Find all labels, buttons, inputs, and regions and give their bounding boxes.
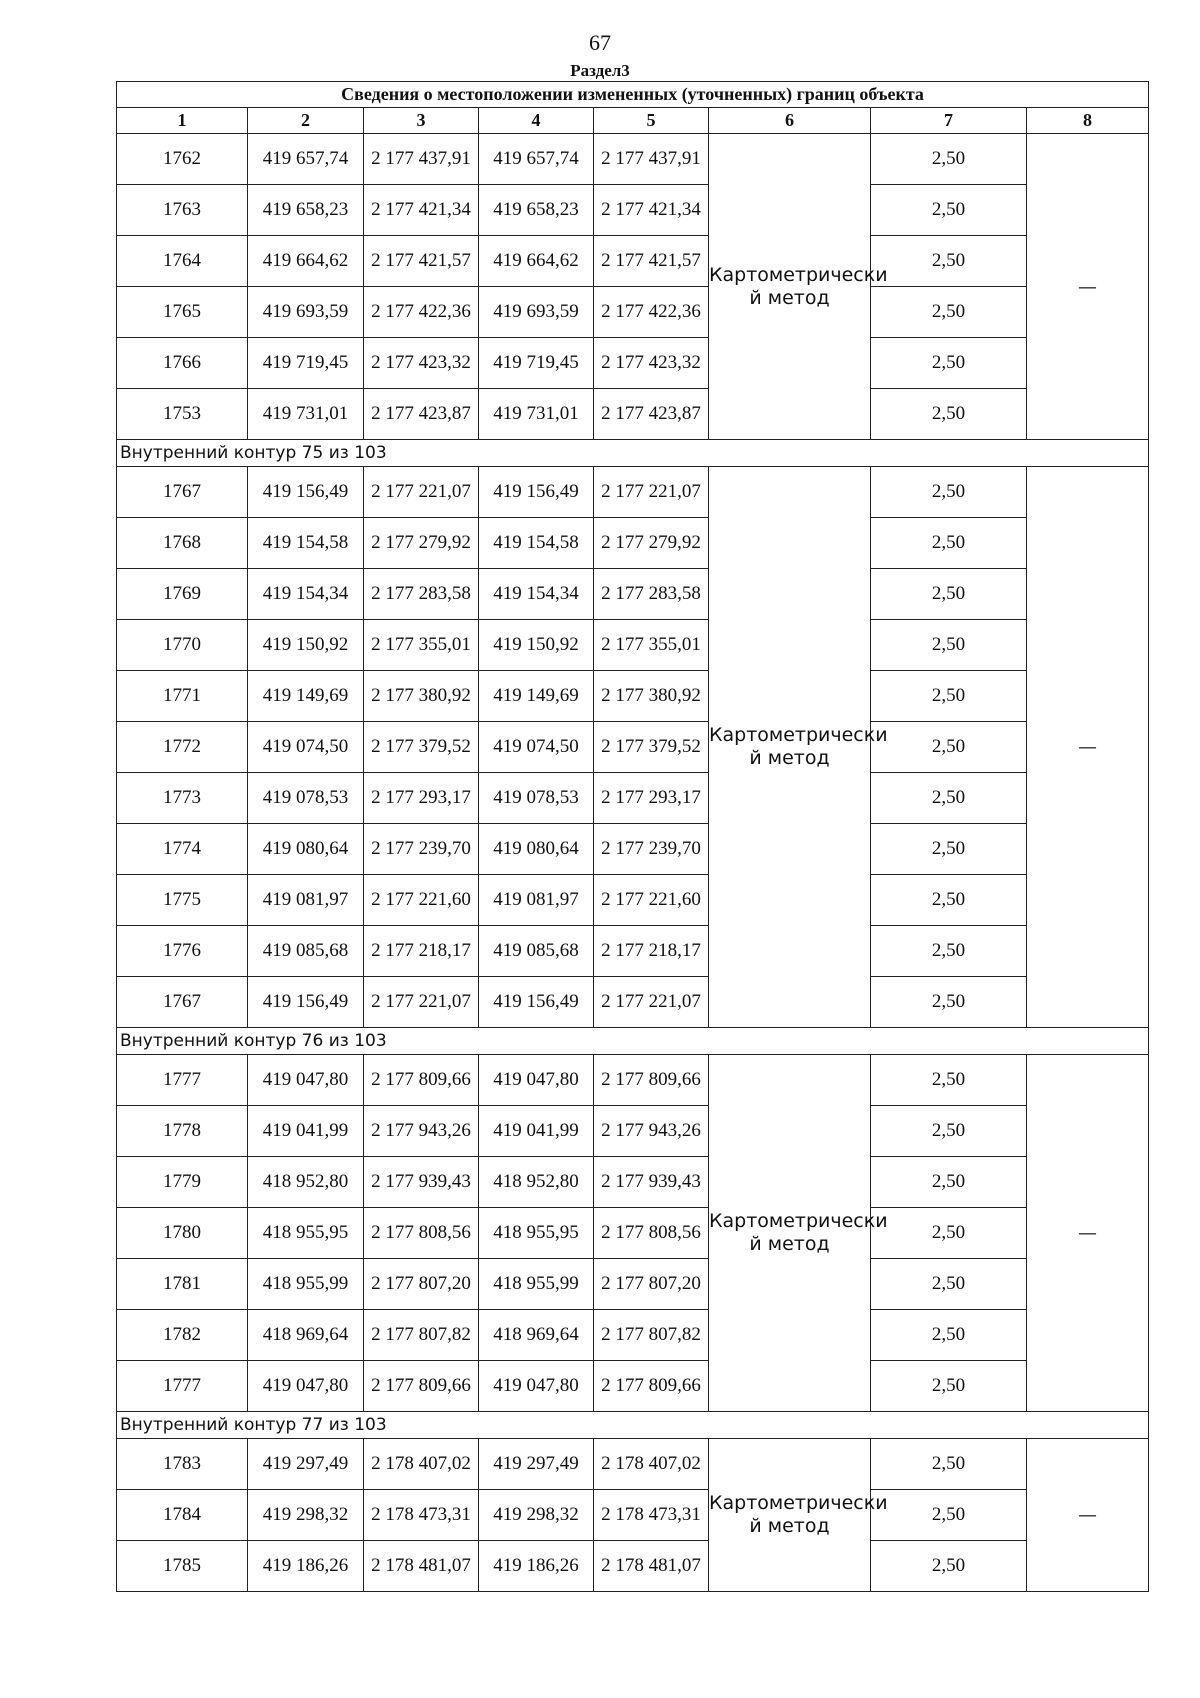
y-old-cell: 2 177 437,91 bbox=[364, 134, 479, 185]
table-row bbox=[117, 389, 1149, 440]
table-row bbox=[117, 236, 1149, 287]
x-new-cell: 419 149,69 bbox=[479, 671, 594, 722]
y-old-cell: 2 177 421,57 bbox=[364, 236, 479, 287]
y-old-cell: 2 177 283,58 bbox=[364, 569, 479, 620]
accuracy-cell: 2,50 bbox=[871, 1208, 1027, 1259]
y-new-cell: 2 177 437,91 bbox=[594, 134, 709, 185]
point-number-cell: 1777 bbox=[117, 1361, 248, 1412]
table-row bbox=[117, 773, 1149, 824]
accuracy-cell: 2,50 bbox=[871, 134, 1027, 185]
table-row bbox=[117, 1055, 1149, 1106]
x-old-cell: 418 969,64 bbox=[248, 1310, 364, 1361]
table-row bbox=[117, 287, 1149, 338]
column-header: 8 bbox=[1027, 108, 1149, 134]
table-row bbox=[117, 875, 1149, 926]
point-number-cell: 1768 bbox=[117, 518, 248, 569]
y-old-cell: 2 177 423,32 bbox=[364, 338, 479, 389]
x-old-cell: 419 156,49 bbox=[248, 467, 364, 518]
x-new-cell: 419 047,80 bbox=[479, 1361, 594, 1412]
y-new-cell: 2 177 422,36 bbox=[594, 287, 709, 338]
accuracy-cell: 2,50 bbox=[871, 1439, 1027, 1490]
point-number-cell: 1753 bbox=[117, 389, 248, 440]
x-new-cell: 419 154,58 bbox=[479, 518, 594, 569]
y-old-cell: 2 177 423,87 bbox=[364, 389, 479, 440]
x-new-cell: 419 658,23 bbox=[479, 185, 594, 236]
table-row bbox=[117, 1439, 1149, 1490]
accuracy-cell: 2,50 bbox=[871, 824, 1027, 875]
x-new-cell: 418 955,95 bbox=[479, 1208, 594, 1259]
x-new-cell: 419 297,49 bbox=[479, 1439, 594, 1490]
y-new-cell: 2 177 221,60 bbox=[594, 875, 709, 926]
y-new-cell: 2 177 218,17 bbox=[594, 926, 709, 977]
y-new-cell: 2 177 423,87 bbox=[594, 389, 709, 440]
accuracy-cell: 2,50 bbox=[871, 1490, 1027, 1541]
point-number-cell: 1776 bbox=[117, 926, 248, 977]
x-old-cell: 419 297,49 bbox=[248, 1439, 364, 1490]
point-number-cell: 1771 bbox=[117, 671, 248, 722]
x-new-cell: 418 969,64 bbox=[479, 1310, 594, 1361]
accuracy-cell: 2,50 bbox=[871, 1310, 1027, 1361]
contour-label-row bbox=[117, 1028, 1149, 1055]
y-new-cell: 2 177 807,82 bbox=[594, 1310, 709, 1361]
method-cell: Картометрически й метод bbox=[709, 134, 871, 440]
description-cell: — bbox=[1027, 1439, 1149, 1592]
accuracy-cell: 2,50 bbox=[871, 236, 1027, 287]
description-cell: — bbox=[1027, 1055, 1149, 1412]
x-new-cell: 419 657,74 bbox=[479, 134, 594, 185]
x-new-cell: 419 156,49 bbox=[479, 977, 594, 1028]
accuracy-cell: 2,50 bbox=[871, 1259, 1027, 1310]
x-old-cell: 419 150,92 bbox=[248, 620, 364, 671]
x-new-cell: 419 047,80 bbox=[479, 1055, 594, 1106]
description-cell: — bbox=[1027, 467, 1149, 1028]
table-row bbox=[117, 1541, 1149, 1592]
accuracy-cell: 2,50 bbox=[871, 671, 1027, 722]
accuracy-cell: 2,50 bbox=[871, 875, 1027, 926]
accuracy-cell: 2,50 bbox=[871, 620, 1027, 671]
table-row bbox=[117, 1157, 1149, 1208]
y-new-cell: 2 177 293,17 bbox=[594, 773, 709, 824]
x-new-cell: 419 085,68 bbox=[479, 926, 594, 977]
y-old-cell: 2 177 239,70 bbox=[364, 824, 479, 875]
y-new-cell: 2 177 943,26 bbox=[594, 1106, 709, 1157]
column-header: 5 bbox=[594, 108, 709, 134]
x-old-cell: 418 952,80 bbox=[248, 1157, 364, 1208]
x-new-cell: 419 693,59 bbox=[479, 287, 594, 338]
x-old-cell: 419 154,58 bbox=[248, 518, 364, 569]
y-new-cell: 2 177 283,58 bbox=[594, 569, 709, 620]
x-old-cell: 419 693,59 bbox=[248, 287, 364, 338]
x-new-cell: 419 719,45 bbox=[479, 338, 594, 389]
point-number-cell: 1765 bbox=[117, 287, 248, 338]
x-old-cell: 419 085,68 bbox=[248, 926, 364, 977]
column-header: 2 bbox=[248, 108, 364, 134]
point-number-cell: 1777 bbox=[117, 1055, 248, 1106]
accuracy-cell: 2,50 bbox=[871, 467, 1027, 518]
accuracy-cell: 2,50 bbox=[871, 722, 1027, 773]
x-old-cell: 419 719,45 bbox=[248, 338, 364, 389]
contour-label: Внутренний контур 75 из 103 bbox=[117, 440, 1149, 467]
point-number-cell: 1770 bbox=[117, 620, 248, 671]
y-new-cell: 2 177 421,34 bbox=[594, 185, 709, 236]
point-number-cell: 1784 bbox=[117, 1490, 248, 1541]
y-new-cell: 2 177 279,92 bbox=[594, 518, 709, 569]
point-number-cell: 1773 bbox=[117, 773, 248, 824]
accuracy-cell: 2,50 bbox=[871, 1055, 1027, 1106]
accuracy-cell: 2,50 bbox=[871, 389, 1027, 440]
table-row bbox=[117, 671, 1149, 722]
table-title-row bbox=[117, 82, 1149, 108]
contour-label: Внутренний контур 77 из 103 bbox=[117, 1412, 1149, 1439]
y-old-cell: 2 177 939,43 bbox=[364, 1157, 479, 1208]
y-new-cell: 2 178 473,31 bbox=[594, 1490, 709, 1541]
y-new-cell: 2 178 481,07 bbox=[594, 1541, 709, 1592]
description-cell: — bbox=[1027, 134, 1149, 440]
y-new-cell: 2 177 221,07 bbox=[594, 977, 709, 1028]
y-old-cell: 2 178 407,02 bbox=[364, 1439, 479, 1490]
y-old-cell: 2 178 473,31 bbox=[364, 1490, 479, 1541]
column-header: 3 bbox=[364, 108, 479, 134]
table-row bbox=[117, 620, 1149, 671]
x-old-cell: 419 080,64 bbox=[248, 824, 364, 875]
point-number-cell: 1778 bbox=[117, 1106, 248, 1157]
point-number-cell: 1782 bbox=[117, 1310, 248, 1361]
y-old-cell: 2 177 355,01 bbox=[364, 620, 479, 671]
point-number-cell: 1769 bbox=[117, 569, 248, 620]
x-new-cell: 419 664,62 bbox=[479, 236, 594, 287]
x-old-cell: 419 078,53 bbox=[248, 773, 364, 824]
accuracy-cell: 2,50 bbox=[871, 569, 1027, 620]
x-old-cell: 419 186,26 bbox=[248, 1541, 364, 1592]
contour-label-row bbox=[117, 1412, 1149, 1439]
x-new-cell: 419 156,49 bbox=[479, 467, 594, 518]
y-new-cell: 2 177 239,70 bbox=[594, 824, 709, 875]
column-header: 4 bbox=[479, 108, 594, 134]
table-row bbox=[117, 977, 1149, 1028]
point-number-cell: 1779 bbox=[117, 1157, 248, 1208]
table-row bbox=[117, 722, 1149, 773]
y-old-cell: 2 177 809,66 bbox=[364, 1361, 479, 1412]
contour-label-row bbox=[117, 440, 1149, 467]
table-row bbox=[117, 926, 1149, 977]
y-new-cell: 2 177 423,32 bbox=[594, 338, 709, 389]
x-new-cell: 419 731,01 bbox=[479, 389, 594, 440]
x-old-cell: 419 149,69 bbox=[248, 671, 364, 722]
page-number: 67 bbox=[589, 30, 611, 55]
point-number-cell: 1780 bbox=[117, 1208, 248, 1259]
x-old-cell: 419 047,80 bbox=[248, 1055, 364, 1106]
x-old-cell: 419 298,32 bbox=[248, 1490, 364, 1541]
point-number-cell: 1767 bbox=[117, 977, 248, 1028]
method-cell: Картометрически й метод bbox=[709, 467, 871, 1028]
y-new-cell: 2 177 809,66 bbox=[594, 1361, 709, 1412]
table-row bbox=[117, 467, 1149, 518]
column-header: 6 bbox=[709, 108, 871, 134]
table-title: Сведения о местоположении измененных (уточненных) границ объекта bbox=[117, 82, 1149, 108]
accuracy-cell: 2,50 bbox=[871, 338, 1027, 389]
table-row bbox=[117, 134, 1149, 185]
table-row bbox=[117, 1106, 1149, 1157]
x-new-cell: 419 186,26 bbox=[479, 1541, 594, 1592]
y-old-cell: 2 177 807,82 bbox=[364, 1310, 479, 1361]
x-old-cell: 419 731,01 bbox=[248, 389, 364, 440]
method-cell: Картометрически й метод bbox=[709, 1439, 871, 1592]
y-old-cell: 2 177 218,17 bbox=[364, 926, 479, 977]
x-new-cell: 418 952,80 bbox=[479, 1157, 594, 1208]
point-number-cell: 1775 bbox=[117, 875, 248, 926]
point-number-cell: 1762 bbox=[117, 134, 248, 185]
table-row bbox=[117, 518, 1149, 569]
y-old-cell: 2 177 379,52 bbox=[364, 722, 479, 773]
table-row bbox=[117, 338, 1149, 389]
point-number-cell: 1774 bbox=[117, 824, 248, 875]
accuracy-cell: 2,50 bbox=[871, 518, 1027, 569]
x-old-cell: 418 955,95 bbox=[248, 1208, 364, 1259]
x-new-cell: 419 074,50 bbox=[479, 722, 594, 773]
y-old-cell: 2 177 421,34 bbox=[364, 185, 479, 236]
y-new-cell: 2 178 407,02 bbox=[594, 1439, 709, 1490]
point-number-cell: 1767 bbox=[117, 467, 248, 518]
x-old-cell: 419 047,80 bbox=[248, 1361, 364, 1412]
y-new-cell: 2 177 421,57 bbox=[594, 236, 709, 287]
column-header: 7 bbox=[871, 108, 1027, 134]
accuracy-cell: 2,50 bbox=[871, 1106, 1027, 1157]
table-row bbox=[117, 569, 1149, 620]
point-number-cell: 1783 bbox=[117, 1439, 248, 1490]
y-old-cell: 2 177 380,92 bbox=[364, 671, 479, 722]
accuracy-cell: 2,50 bbox=[871, 185, 1027, 236]
y-old-cell: 2 177 221,07 bbox=[364, 467, 479, 518]
y-new-cell: 2 177 808,56 bbox=[594, 1208, 709, 1259]
accuracy-cell: 2,50 bbox=[871, 1157, 1027, 1208]
table-row bbox=[117, 824, 1149, 875]
y-old-cell: 2 177 808,56 bbox=[364, 1208, 479, 1259]
x-old-cell: 419 154,34 bbox=[248, 569, 364, 620]
y-old-cell: 2 178 481,07 bbox=[364, 1541, 479, 1592]
x-new-cell: 419 298,32 bbox=[479, 1490, 594, 1541]
x-old-cell: 419 664,62 bbox=[248, 236, 364, 287]
point-number-cell: 1772 bbox=[117, 722, 248, 773]
x-new-cell: 419 081,97 bbox=[479, 875, 594, 926]
point-number-cell: 1766 bbox=[117, 338, 248, 389]
x-old-cell: 419 658,23 bbox=[248, 185, 364, 236]
accuracy-cell: 2,50 bbox=[871, 977, 1027, 1028]
table-row bbox=[117, 1361, 1149, 1412]
y-old-cell: 2 177 809,66 bbox=[364, 1055, 479, 1106]
x-old-cell: 419 156,49 bbox=[248, 977, 364, 1028]
y-old-cell: 2 177 221,07 bbox=[364, 977, 479, 1028]
table-row bbox=[117, 1310, 1149, 1361]
x-new-cell: 419 078,53 bbox=[479, 773, 594, 824]
method-cell: Картометрически й метод bbox=[709, 1055, 871, 1412]
x-new-cell: 419 080,64 bbox=[479, 824, 594, 875]
y-old-cell: 2 177 279,92 bbox=[364, 518, 479, 569]
x-old-cell: 419 081,97 bbox=[248, 875, 364, 926]
accuracy-cell: 2,50 bbox=[871, 1541, 1027, 1592]
y-old-cell: 2 177 221,60 bbox=[364, 875, 479, 926]
x-old-cell: 419 074,50 bbox=[248, 722, 364, 773]
table-row bbox=[117, 185, 1149, 236]
y-old-cell: 2 177 807,20 bbox=[364, 1259, 479, 1310]
boundary-coordinates-table bbox=[116, 81, 1149, 1592]
x-old-cell: 419 041,99 bbox=[248, 1106, 364, 1157]
x-old-cell: 418 955,99 bbox=[248, 1259, 364, 1310]
table-row bbox=[117, 1208, 1149, 1259]
column-header-row bbox=[117, 108, 1149, 134]
table-row bbox=[117, 1259, 1149, 1310]
y-new-cell: 2 177 380,92 bbox=[594, 671, 709, 722]
x-new-cell: 419 041,99 bbox=[479, 1106, 594, 1157]
y-new-cell: 2 177 807,20 bbox=[594, 1259, 709, 1310]
point-number-cell: 1785 bbox=[117, 1541, 248, 1592]
y-old-cell: 2 177 943,26 bbox=[364, 1106, 479, 1157]
y-new-cell: 2 177 809,66 bbox=[594, 1055, 709, 1106]
y-new-cell: 2 177 939,43 bbox=[594, 1157, 709, 1208]
table-body bbox=[117, 134, 1149, 1592]
table-row bbox=[117, 1490, 1149, 1541]
x-old-cell: 419 657,74 bbox=[248, 134, 364, 185]
y-new-cell: 2 177 355,01 bbox=[594, 620, 709, 671]
accuracy-cell: 2,50 bbox=[871, 287, 1027, 338]
accuracy-cell: 2,50 bbox=[871, 773, 1027, 824]
x-new-cell: 418 955,99 bbox=[479, 1259, 594, 1310]
accuracy-cell: 2,50 bbox=[871, 1361, 1027, 1412]
point-number-cell: 1764 bbox=[117, 236, 248, 287]
y-old-cell: 2 177 293,17 bbox=[364, 773, 479, 824]
y-new-cell: 2 177 221,07 bbox=[594, 467, 709, 518]
y-new-cell: 2 177 379,52 bbox=[594, 722, 709, 773]
point-number-cell: 1763 bbox=[117, 185, 248, 236]
accuracy-cell: 2,50 bbox=[871, 926, 1027, 977]
column-header: 1 bbox=[117, 108, 248, 134]
contour-label: Внутренний контур 76 из 103 bbox=[117, 1028, 1149, 1055]
section-label: Раздел3 bbox=[570, 61, 630, 80]
y-old-cell: 2 177 422,36 bbox=[364, 287, 479, 338]
point-number-cell: 1781 bbox=[117, 1259, 248, 1310]
x-new-cell: 419 150,92 bbox=[479, 620, 594, 671]
x-new-cell: 419 154,34 bbox=[479, 569, 594, 620]
